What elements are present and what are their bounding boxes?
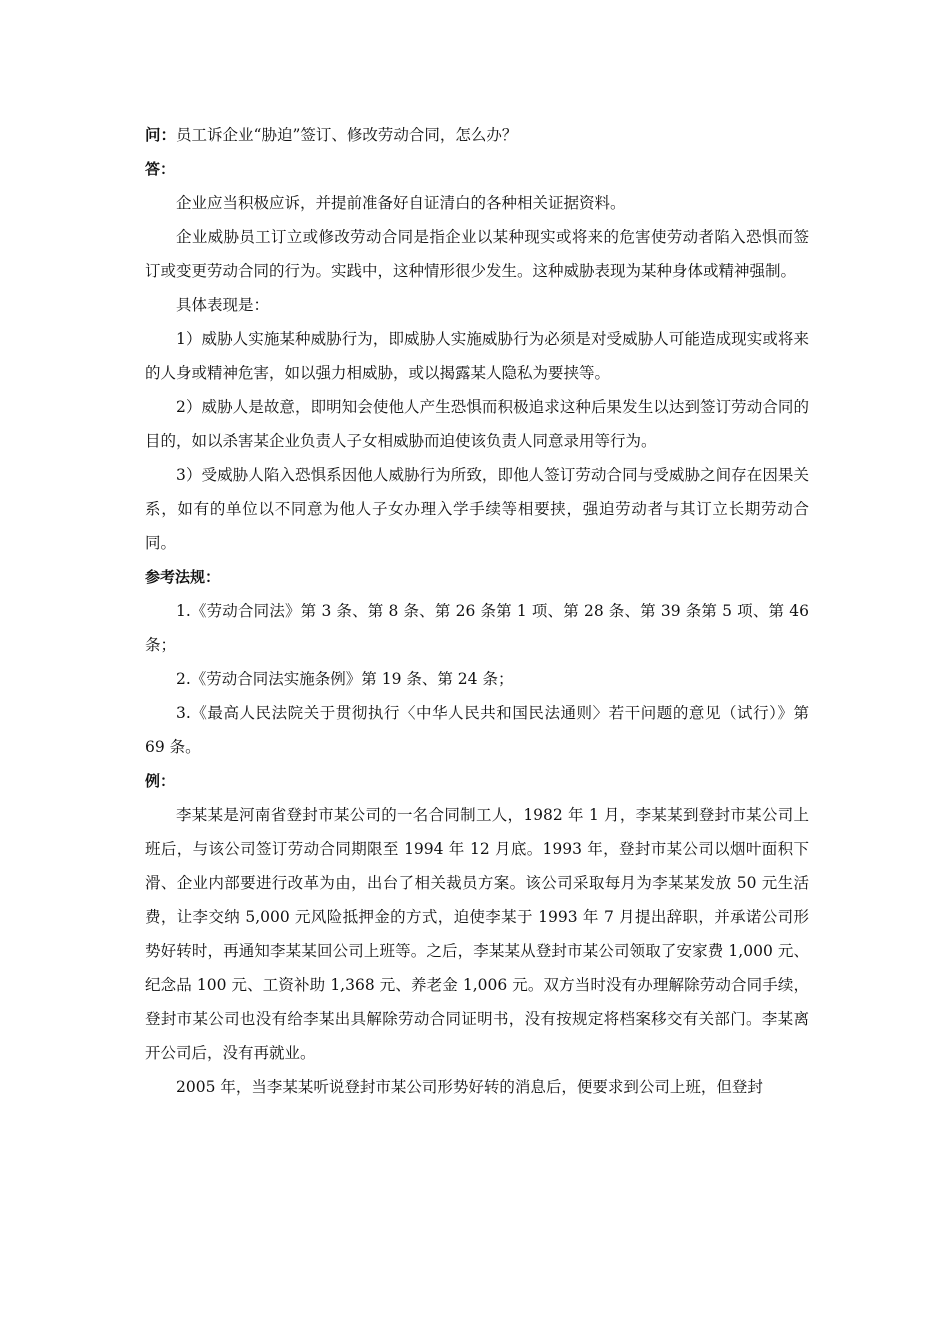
answer-paragraph: 企业威胁员工订立或修改劳动合同是指企业以某种现实或将来的危害使劳动者陷入恐惧而签订或变更劳动合同的行为。实践中，这种情形很少发生。这种威胁表现为某种身体或精神强制。: [145, 228, 809, 280]
references-heading: 参考法规：: [145, 568, 221, 586]
answer-list-item: 2）威胁人是故意，即明知会使他人产生恐惧而积极追求这种后果发生以达到签订劳动合同的目的，如以杀害某企业负责人子女相威胁而迫使该负责人同意录用等行为。: [145, 398, 809, 450]
example-heading: 例：: [145, 772, 176, 790]
answer-list-item: 1）威胁人实施某种威胁行为，即威胁人实施威胁行为必须是对受威胁人可能造成现实或将来的人身或精神危害，如以强力相威胁，或以揭露某人隐私为要挟等。: [145, 330, 809, 382]
question-label: 问：: [145, 126, 177, 144]
reference-item: 1.《劳动合同法》第 3 条、第 8 条、第 26 条第 1 项、第 28 条、第 39 条第 5 项、第 46 条；: [145, 602, 809, 654]
reference-item: 3.《最高人民法院关于贯彻执行〈中华人民共和国民法通则〉若干问题的意见（试行）》第 69 条。: [145, 704, 809, 756]
reference-item: 2.《劳动合同法实施条例》第 19 条、第 24 条；: [176, 670, 514, 688]
document-body: [145, 118, 809, 1104]
answer-paragraph: 企业应当积极应诉，并提前准备好自证清白的各种相关证据资料。: [176, 194, 626, 212]
example-paragraph: 李某某是河南省登封市某公司的一名合同制工人，1982 年 1 月，李某某到登封市某公司上班后，与该公司签订劳动合同期限至 1994 年 12 月底。1993 年，登封市某公司以烟叶面积下滑、企业内部要进行改革为由，出台了相关裁员方案。该公司采取每月为李某某发放 50 元生活费，让李交纳 5,000 元风险抵押金的方式，迫使李某于 1993 年 7 月提出辞职，并承诺公司形势好转时，再通知李某某回公司上班等。之后，李某某从登封市某公司领取了安家费 1,000 元、纪念品 100 元、工资补助 1,368 元、养老金 1,006 元。双方当时没有办理解除劳动合同手续，登封市某公司也没有给李某出具解除劳动合同证明书，没有按规定将档案移交有关部门。李某离开公司后，没有再就业。: [145, 806, 809, 1062]
answer-heading: 答：: [145, 160, 176, 178]
answer-list-item: 3）受威胁人陷入恐惧系因他人威胁行为所致，即他人签订劳动合同与受威胁之间存在因果关系，如有的单位以不同意为他人子女办理入学手续等相要挟，强迫劳动者与其订立长期劳动合同。: [145, 466, 809, 552]
question-text: 员工诉企业“胁迫”签订、修改劳动合同，怎么办？: [176, 126, 518, 144]
question-line: [145, 118, 809, 152]
answer-paragraph: 具体表现是：: [176, 296, 270, 314]
example-paragraph: 2005 年，当李某某听说登封市某公司形势好转的消息后，便要求到公司上班，但登封: [176, 1078, 763, 1096]
